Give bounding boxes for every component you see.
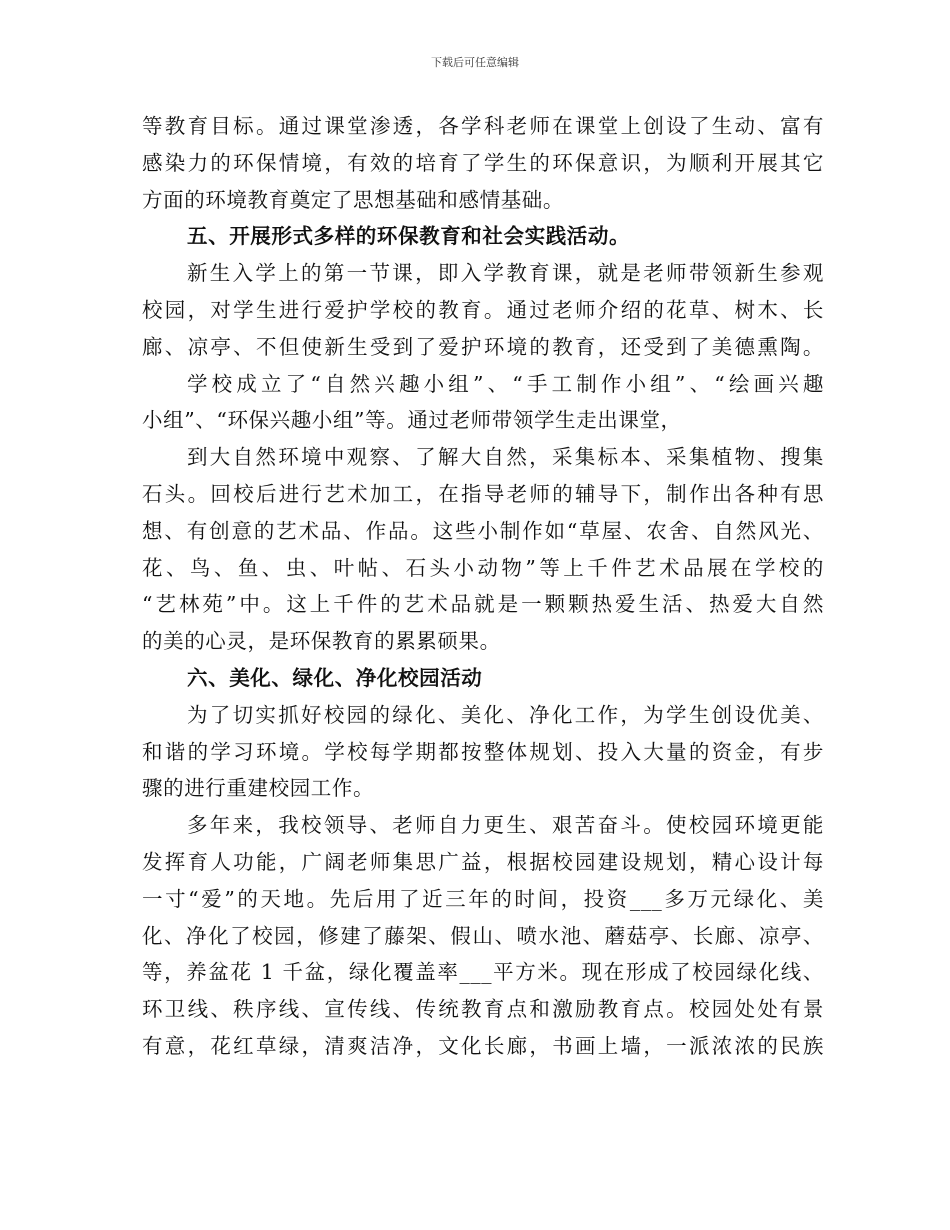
text-line: 廊、凉亭、不但使新生受到了爱护环境的教育，还受到了美德熏陶。 (142, 334, 824, 359)
page-header: 下载后可任意编辑 (431, 56, 519, 69)
text-line: 学校成立了“自然兴趣小组”、“手工制作小组”、“绘画兴趣 (187, 371, 824, 396)
section-heading: 六、美化、绿化、净化校园活动 (187, 665, 483, 690)
text-line: 小组”、“环保兴趣小组”等。通过老师带领学生走出课堂， (142, 408, 682, 433)
text-line: 有意，花红草绿，清爽洁净，文化长廊，书画上墙，一派浓浓的民族 (142, 1033, 824, 1058)
text-line: 等教育目标。通过课堂渗透，各学科老师在课堂上创设了生动、富有 (142, 114, 824, 138)
text-line: 环卫线、秩序线、宣传线、传统教育点和激励教育点。校园处处有景 (142, 997, 824, 1022)
text-line: “艺林苑”中。这上千件的艺术品就是一颗颗热爱生活、热爱大自然 (142, 592, 824, 617)
text-line: 和谐的学习环境。学校每学期都按整体规划、投入大量的资金，有步 (142, 739, 824, 764)
text-line: 一寸“爱”的天地。先后用了近三年的时间，投资___多万元绿化、美 (142, 886, 824, 911)
text-line: 感染力的环保情境，有效的培育了学生的环保意识，为顺利开展其它 (142, 150, 824, 175)
document-body (142, 108, 824, 1065)
text-line: 方面的环境教育奠定了思想基础和感情基础。 (142, 187, 564, 212)
text-line: 多年来，我校领导、老师自力更生、艰苦奋斗。使校园环境更能 (187, 813, 824, 838)
text-line: 校园，对学生进行爱护学校的教育。通过老师介绍的花草、树木、长 (142, 297, 824, 322)
text-line: 花、鸟、鱼、虫、叶帖、石头小动物”等上千件艺术品展在学校的 (142, 555, 824, 580)
text-line: 发挥育人功能，广阔老师集思广益，根据校园建设规划，精心设计每 (142, 849, 824, 874)
section-heading: 五、开展形式多样的环保教育和社会实践活动。 (187, 224, 631, 249)
text-line: 的美的心灵，是环保教育的累累硕果。 (142, 629, 501, 654)
text-line: 骤的进行重建校园工作。 (142, 776, 375, 801)
text-line: 等，养盆花 1 千盆，绿化覆盖率___平方米。现在形成了校园绿化线、 (142, 960, 824, 985)
text-line: 到大自然环境中观察、了解大自然，采集标本、采集植物、搜集 (187, 445, 824, 470)
text-line: 想、有创意的艺术品、作品。这些小制作如“草屋、农舍、自然风光、 (142, 518, 824, 543)
text-line: 石头。回校后进行艺术加工，在指导老师的辅导下，制作出各种有思 (142, 481, 824, 506)
text-line: 为了切实抓好校园的绿化、美化、净化工作，为学生创设优美、 (187, 702, 824, 727)
text-line: 新生入学上的第一节课，即入学教育课，就是老师带领新生参观 (187, 261, 824, 286)
text-line: 化、净化了校园，修建了藤架、假山、喷水池、蘑菇亭、长廊、凉亭、 (142, 923, 824, 948)
